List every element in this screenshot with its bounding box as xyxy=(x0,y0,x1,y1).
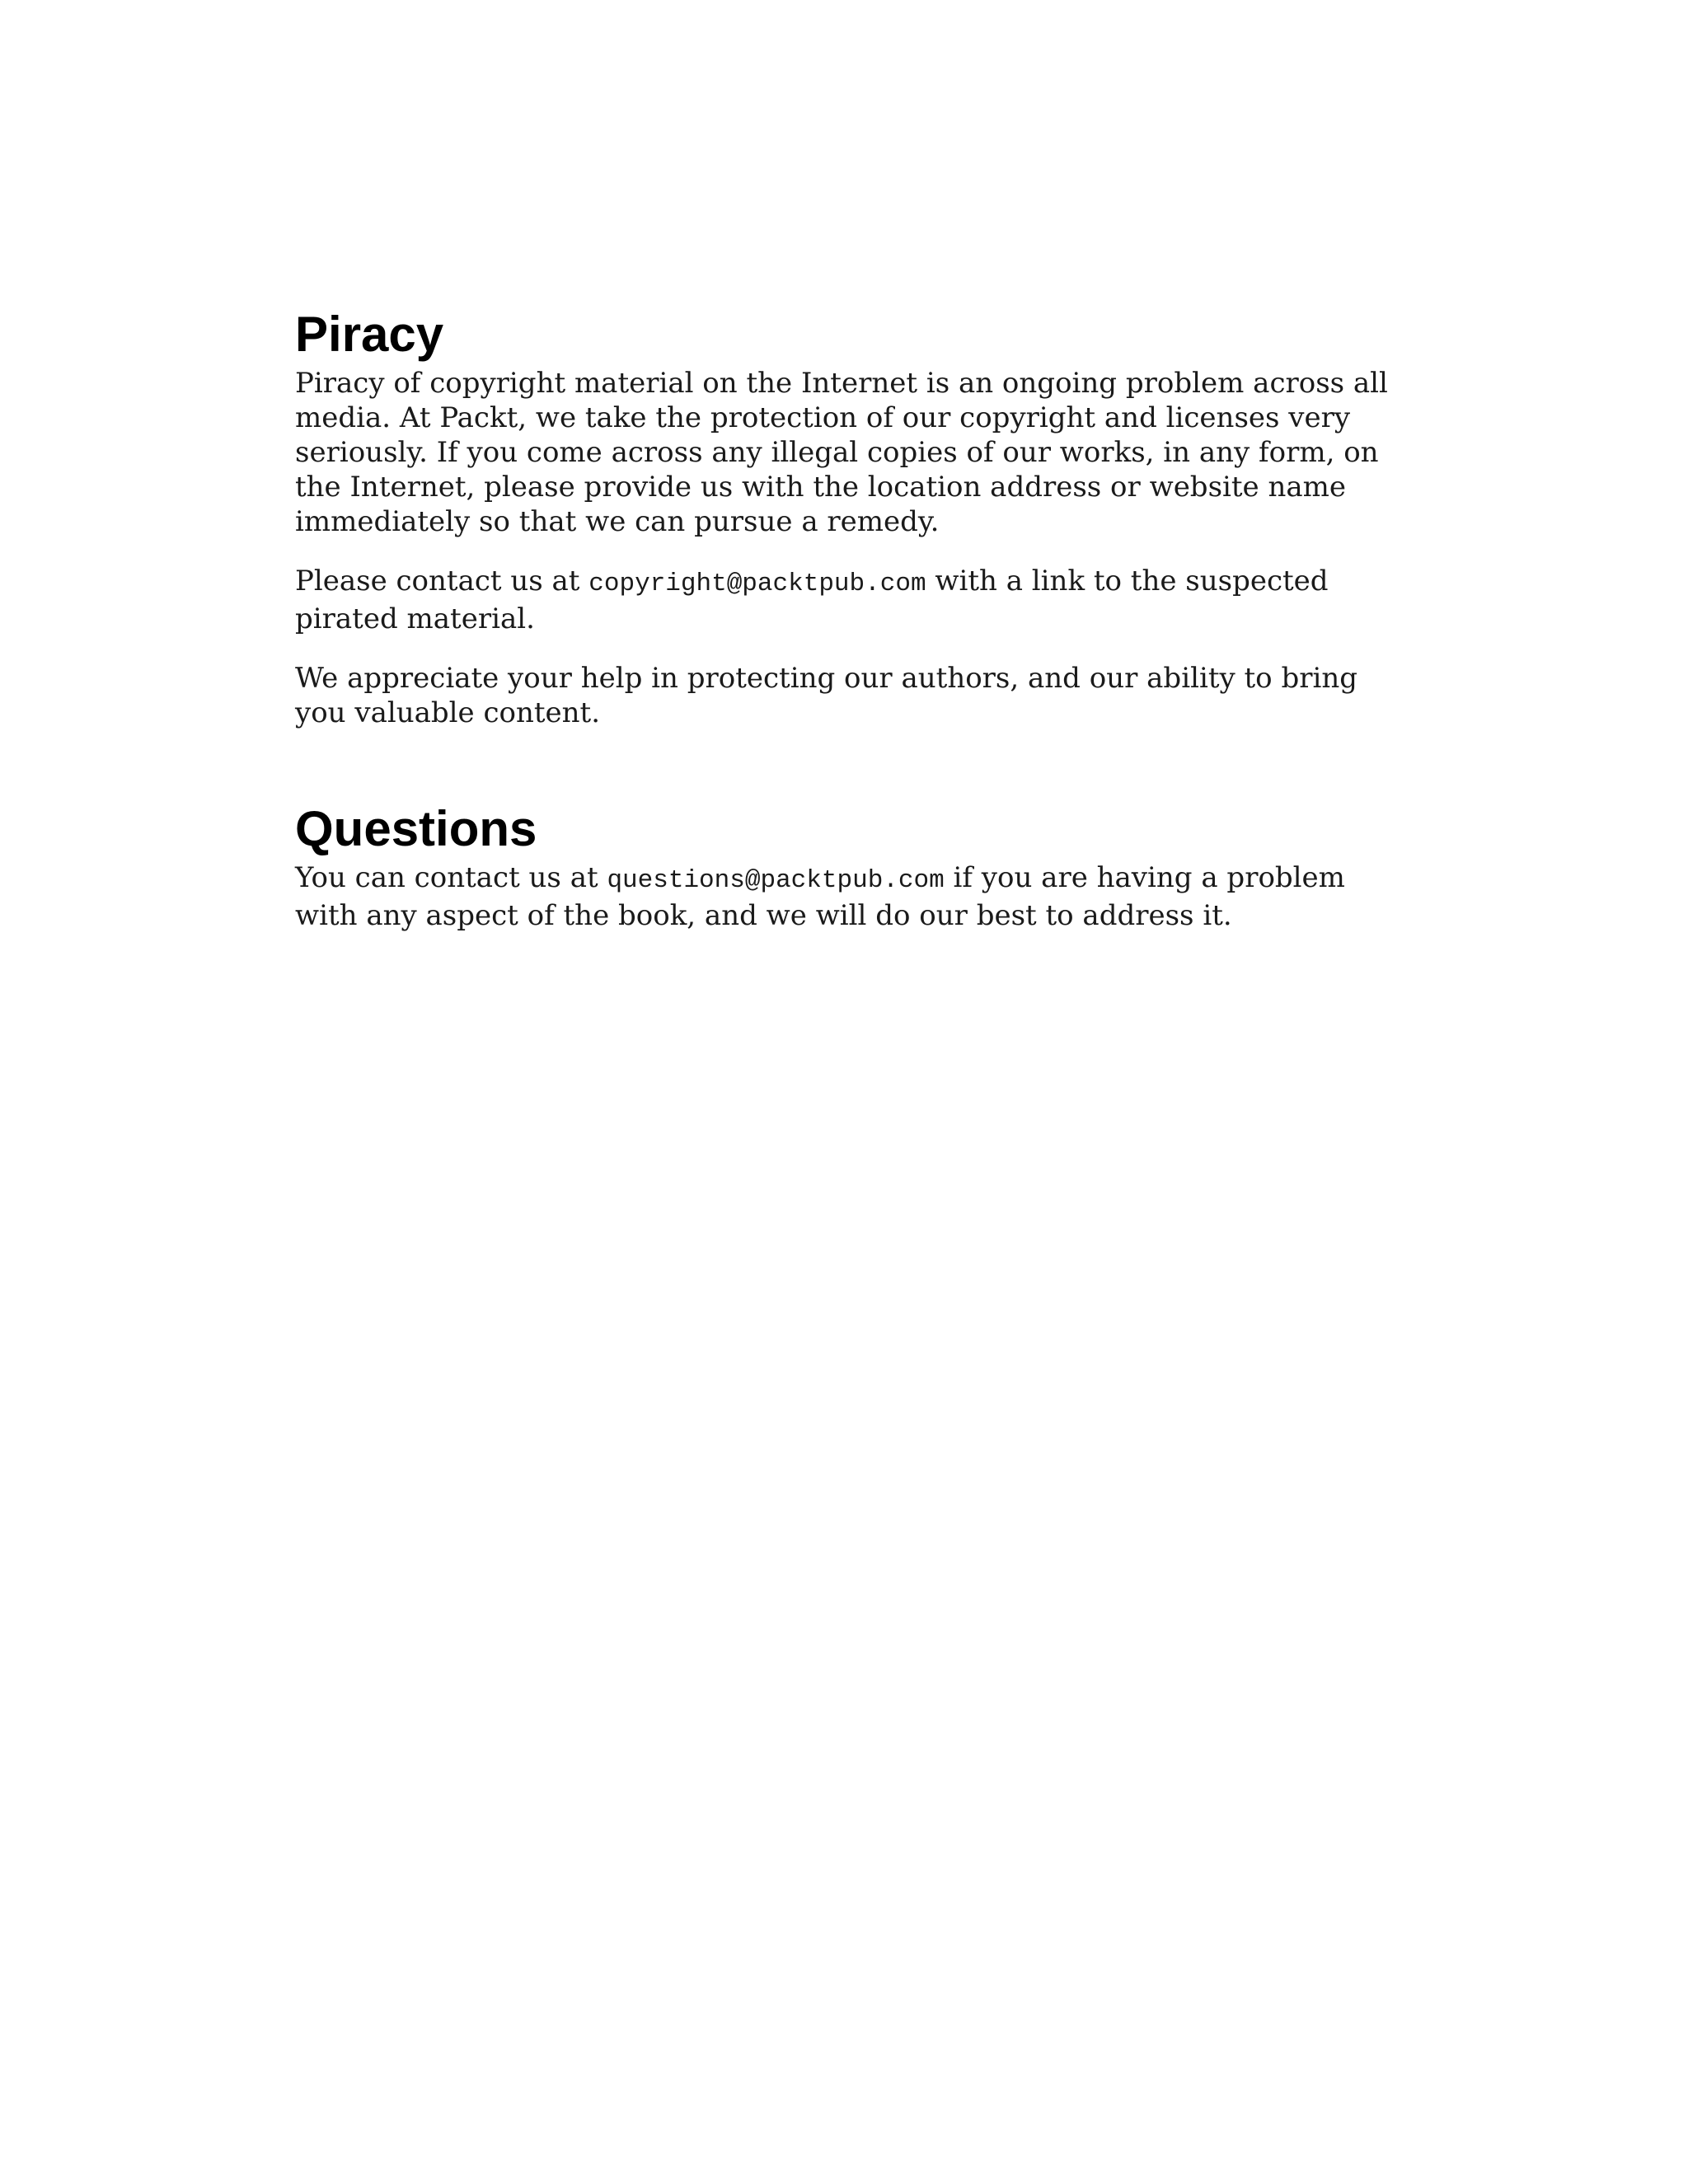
section-piracy xyxy=(295,307,1400,730)
questions-text-after: if you are having a problem with any aspect of the book, and we will do our best to address it. xyxy=(295,861,1345,932)
piracy-paragraph-3: We appreciate your help in protecting our authors, and our ability to bring you valuable content. xyxy=(295,662,1357,729)
questions-email: questions@packtpub.com xyxy=(607,866,945,895)
questions-paragraph xyxy=(295,860,1400,933)
piracy-paragraph-2 xyxy=(295,564,1400,636)
piracy-paragraph-1: Piracy of copyright material on the Internet is an ongoing problem across all media. At Packt, we take the protection of our copyright and licenses very seriously. If you come across any illegal copies of our works, in any form, on the Internet, please provide us with the location address or website name immediately so that we can pursue a remedy. xyxy=(295,367,1388,538)
document-page xyxy=(295,307,1400,958)
piracy-heading: Piracy xyxy=(295,307,444,362)
piracy-p2-text-before: Please contact us at xyxy=(295,565,589,598)
piracy-p2-text-after: with a link to the suspected pirated material. xyxy=(295,565,1329,635)
questions-heading: Questions xyxy=(295,801,537,856)
copyright-email: copyright@packtpub.com xyxy=(588,569,926,598)
section-questions xyxy=(295,801,1400,933)
questions-text-before: You can contact us at xyxy=(295,861,607,894)
